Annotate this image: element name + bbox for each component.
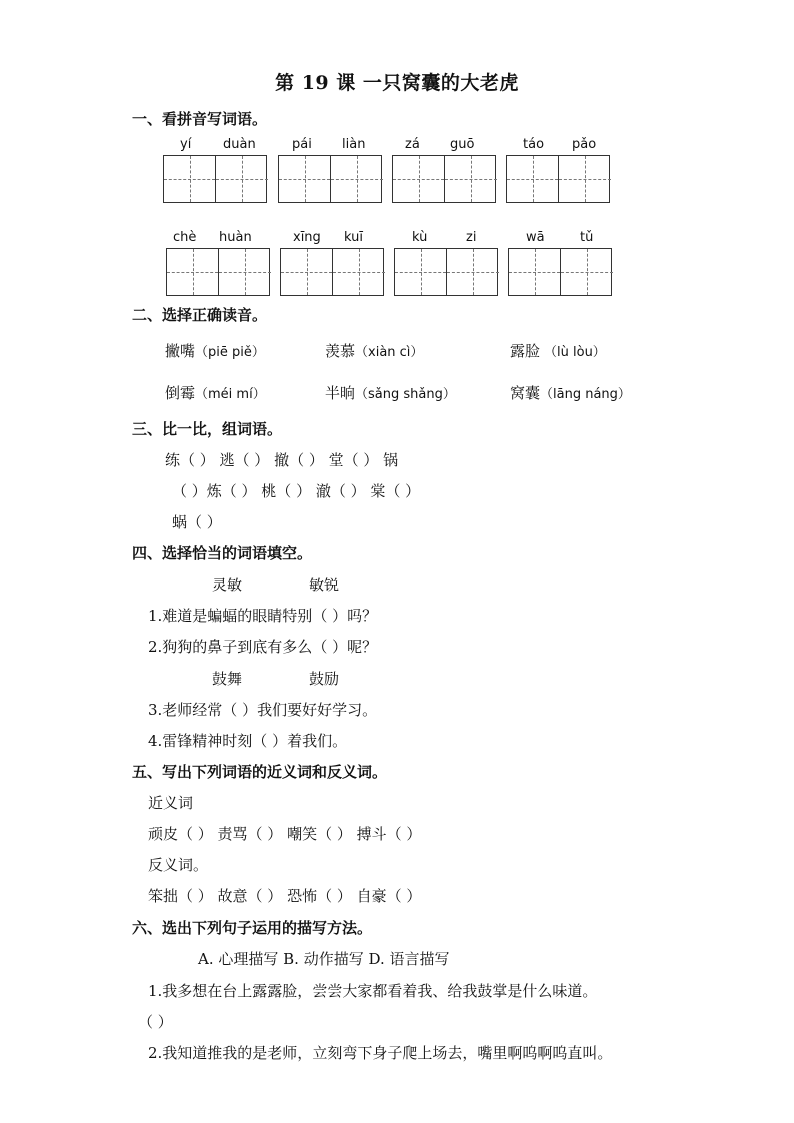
page-title: 第 19 课 一只窝囊的大老虎 — [275, 72, 519, 94]
pinyin: wā — [526, 230, 545, 245]
reading-item — [510, 382, 631, 403]
fill-question: 4.雷锋精神时刻（ ）着我们。 — [148, 732, 348, 750]
reading-word: 露脸 — [510, 342, 541, 360]
reading-item — [510, 340, 606, 361]
pinyin: táo — [523, 137, 545, 152]
reading-word: 半晌 — [325, 384, 356, 402]
method-question: 1.我多想在台上露露脸，尝尝大家都看着我、给我鼓掌是什么味道。 — [148, 982, 598, 1000]
word-choice: 敏锐 — [309, 576, 340, 594]
section-5-heading: 五、写出下列词语的近义词和反义词。 — [132, 763, 388, 781]
section-6-heading: 六、选出下列句子运用的描写方法。 — [132, 919, 373, 937]
pinyin: huàn — [219, 230, 252, 245]
method-question: 2.我知道推我的是老师，立刻弯下身子爬上场去，嘴里啊呜啊呜直叫。 — [148, 1044, 613, 1062]
reading-options: （sǎng shǎng） — [355, 387, 456, 402]
word-choice: 鼓励 — [309, 670, 340, 688]
pinyin: tǔ — [580, 230, 594, 245]
writing-grid[interactable] — [278, 155, 382, 203]
pinyin: pái — [292, 137, 312, 152]
synonym-label: 近义词 — [148, 794, 194, 812]
fill-question: 2.狗狗的鼻子到底有多么（ ）呢？ — [148, 638, 378, 656]
method-options: A. 心理描写 B. 动作描写 D. 语言描写 — [198, 950, 450, 968]
writing-grid[interactable] — [394, 248, 498, 296]
answer-blank: （ ） — [138, 1013, 173, 1031]
pinyin: guō — [450, 137, 475, 152]
reading-item — [325, 382, 456, 403]
pinyin: chè — [173, 230, 197, 245]
writing-grid[interactable] — [508, 248, 612, 296]
pinyin: pǎo — [572, 137, 597, 152]
word-choice: 灵敏 — [212, 576, 243, 594]
reading-word: 羡慕 — [325, 342, 356, 360]
writing-grid[interactable] — [280, 248, 384, 296]
reading-word: 倒霉 — [165, 384, 196, 402]
fill-question: 1.难道是蝙蝠的眼睛特别（ ）吗？ — [148, 607, 378, 625]
pinyin: kuī — [344, 230, 363, 245]
reading-item — [325, 340, 423, 361]
writing-grid[interactable] — [163, 155, 267, 203]
reading-word: 窝囊 — [510, 384, 541, 402]
reading-options: （lù lòu） — [544, 345, 606, 360]
word-choice: 鼓舞 — [212, 670, 243, 688]
compare-line: 蜗（ ） — [172, 513, 222, 531]
antonym-label: 反义词。 — [148, 856, 209, 874]
section-3-heading: 三、比一比，组词语。 — [132, 420, 283, 438]
reading-word: 撇嘴 — [165, 342, 196, 360]
pinyin: zi — [466, 230, 477, 245]
section-2-heading: 二、选择正确读音。 — [132, 306, 268, 324]
pinyin: yí — [180, 137, 192, 152]
reading-options: （lāng náng） — [540, 387, 631, 402]
pinyin: zá — [405, 137, 420, 152]
fill-question: 3.老师经常（ ）我们要好好学习。 — [148, 701, 378, 719]
synonym-line: 顽皮（ ） 责骂（ ） 嘲笑（ ） 搏斗（ ） — [148, 825, 422, 843]
writing-grid[interactable] — [392, 155, 496, 203]
compare-line: （ ）炼（ ） 桃（ ） 澈（ ） 棠（ ） — [172, 482, 421, 500]
reading-options: （xiàn cì） — [355, 345, 424, 360]
reading-item — [165, 340, 265, 361]
section-4-heading: 四、选择恰当的词语填空。 — [132, 544, 313, 562]
reading-options: （méi mí） — [195, 387, 266, 402]
reading-item — [165, 382, 266, 403]
antonym-line: 笨拙（ ） 故意（ ） 恐怖（ ） 自豪（ ） — [148, 887, 422, 905]
pinyin: liàn — [342, 137, 366, 152]
pinyin: xīng — [293, 230, 321, 245]
pinyin: kù — [412, 230, 428, 245]
compare-line: 练（ ） 逃（ ） 撤（ ） 堂（ ） 锅 — [165, 451, 399, 469]
writing-grid[interactable] — [166, 248, 270, 296]
section-1-heading: 一、看拼音写词语。 — [132, 110, 268, 128]
pinyin: duàn — [223, 137, 256, 152]
reading-options: （piē piě） — [195, 345, 265, 360]
writing-grid[interactable] — [506, 155, 610, 203]
